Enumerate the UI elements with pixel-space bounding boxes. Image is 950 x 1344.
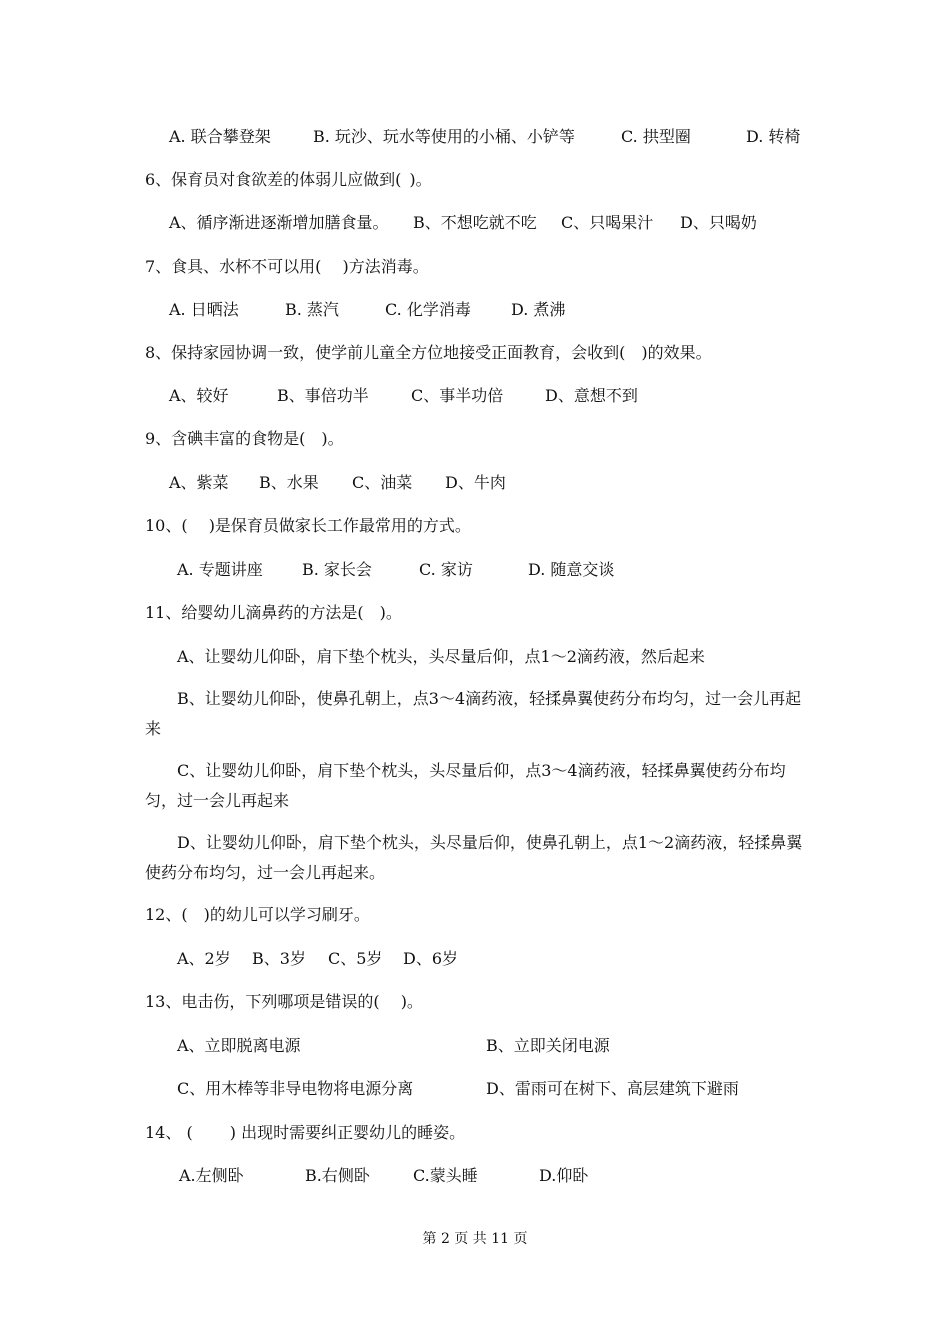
q10-option-c: C. 家访: [419, 560, 473, 579]
q12-stem: 12、( )的幼儿可以学习刷牙。: [145, 905, 370, 924]
q14-option-b: B.右侧卧: [305, 1166, 370, 1185]
page-footer: 第 2 页 共 11 页: [422, 1231, 528, 1247]
q8-option-d: D、意想不到: [545, 386, 638, 405]
q9-stem: 9、含碘丰富的食物是( )。: [145, 429, 344, 448]
q7-option-b: B. 蒸汽: [285, 300, 339, 319]
q7-option-a: A. 日晒法: [169, 300, 239, 319]
q14-stem: 14、 ( ) 出现时需要纠正婴幼儿的睡姿。: [145, 1123, 466, 1142]
q9-option-d: D、牛肉: [445, 473, 506, 492]
q8-stem: 8、保持家园协调一致，使学前儿童全方位地接受正面教育，会收到( )的效果。: [145, 343, 712, 362]
q11-option-d: D、让婴幼儿仰卧，肩下垫个枕头，头尽量后仰，使鼻孔朝上，点1～2滴药液，轻揉鼻翼使药分布均匀，过一会儿再起来。: [145, 833, 803, 882]
q9-option-b: B、水果: [259, 473, 319, 492]
q13-option-b: B、立即关闭电源: [486, 1036, 610, 1055]
q8-option-b: B、事倍功半: [277, 386, 369, 405]
q12-option-d: D、6岁: [403, 949, 459, 968]
q5-option-b: B. 玩沙、玩水等使用的小桶、小铲等: [313, 127, 575, 146]
q13-option-a: A、立即脱离电源: [177, 1036, 301, 1055]
q5-option-d: D. 转椅: [746, 127, 801, 146]
q5-option-a: A. 联合攀登架: [169, 127, 271, 146]
q13-option-d: D、雷雨可在树下、高层建筑下避雨: [486, 1079, 739, 1098]
q10-option-d: D. 随意交谈: [528, 560, 615, 579]
q14-option-d: D.仰卧: [539, 1166, 589, 1185]
q7-option-c: C. 化学消毒: [385, 300, 471, 319]
q6-option-c: C、只喝果汁: [561, 213, 654, 232]
q8-option-a: A、较好: [169, 386, 229, 405]
q12-option-b: B、3岁: [252, 949, 306, 968]
q10-option-b: B. 家长会: [302, 560, 372, 579]
q11-stem: 11、给婴幼儿滴鼻药的方法是( )。: [145, 603, 402, 622]
q5-option-c: C. 拱型圈: [621, 127, 691, 146]
q12-option-c: C、5岁: [328, 949, 383, 968]
q14-option-a: A.左侧卧: [179, 1166, 244, 1185]
q9-option-c: C、油菜: [352, 473, 413, 492]
q7-option-d: D. 煮沸: [511, 300, 566, 319]
q12-option-a: A、2岁: [177, 949, 231, 968]
q11-option-a: A、让婴幼儿仰卧，肩下垫个枕头，头尽量后仰，点1～2滴药液，然后起来: [177, 647, 705, 666]
q14-option-c: C.蒙头睡: [413, 1166, 478, 1185]
q10-stem: 10、( )是保育员做家长工作最常用的方式。: [145, 516, 471, 535]
q6-stem: 6、保育员对食欲差的体弱儿应做到( )。: [145, 170, 432, 189]
q7-stem: 7、食具、水杯不可以用( )方法消毒。: [145, 257, 429, 276]
q11-option-b: B、让婴幼儿仰卧，使鼻孔朝上，点3～4滴药液，轻揉鼻翼使药分布均匀，过一会儿再起来: [145, 689, 802, 738]
q8-option-c: C、事半功倍: [411, 386, 504, 405]
q13-stem: 13、电击伤，下列哪项是错误的( )。: [145, 992, 423, 1011]
q13-option-c: C、用木棒等非导电物将电源分离: [177, 1079, 414, 1098]
q6-option-d: D、只喝奶: [680, 213, 757, 232]
q10-option-a: A. 专题讲座: [177, 560, 263, 579]
q6-option-a: A、循序渐进逐渐增加膳食量。: [169, 213, 389, 232]
q6-option-b: B、不想吃就不吃: [413, 213, 537, 232]
q11-option-c: C、让婴幼儿仰卧，肩下垫个枕头，头尽量后仰，点3～4滴药液，轻揉鼻翼使药分布均匀，过一会儿再起来: [145, 761, 786, 810]
q9-option-a: A、紫菜: [169, 473, 229, 492]
